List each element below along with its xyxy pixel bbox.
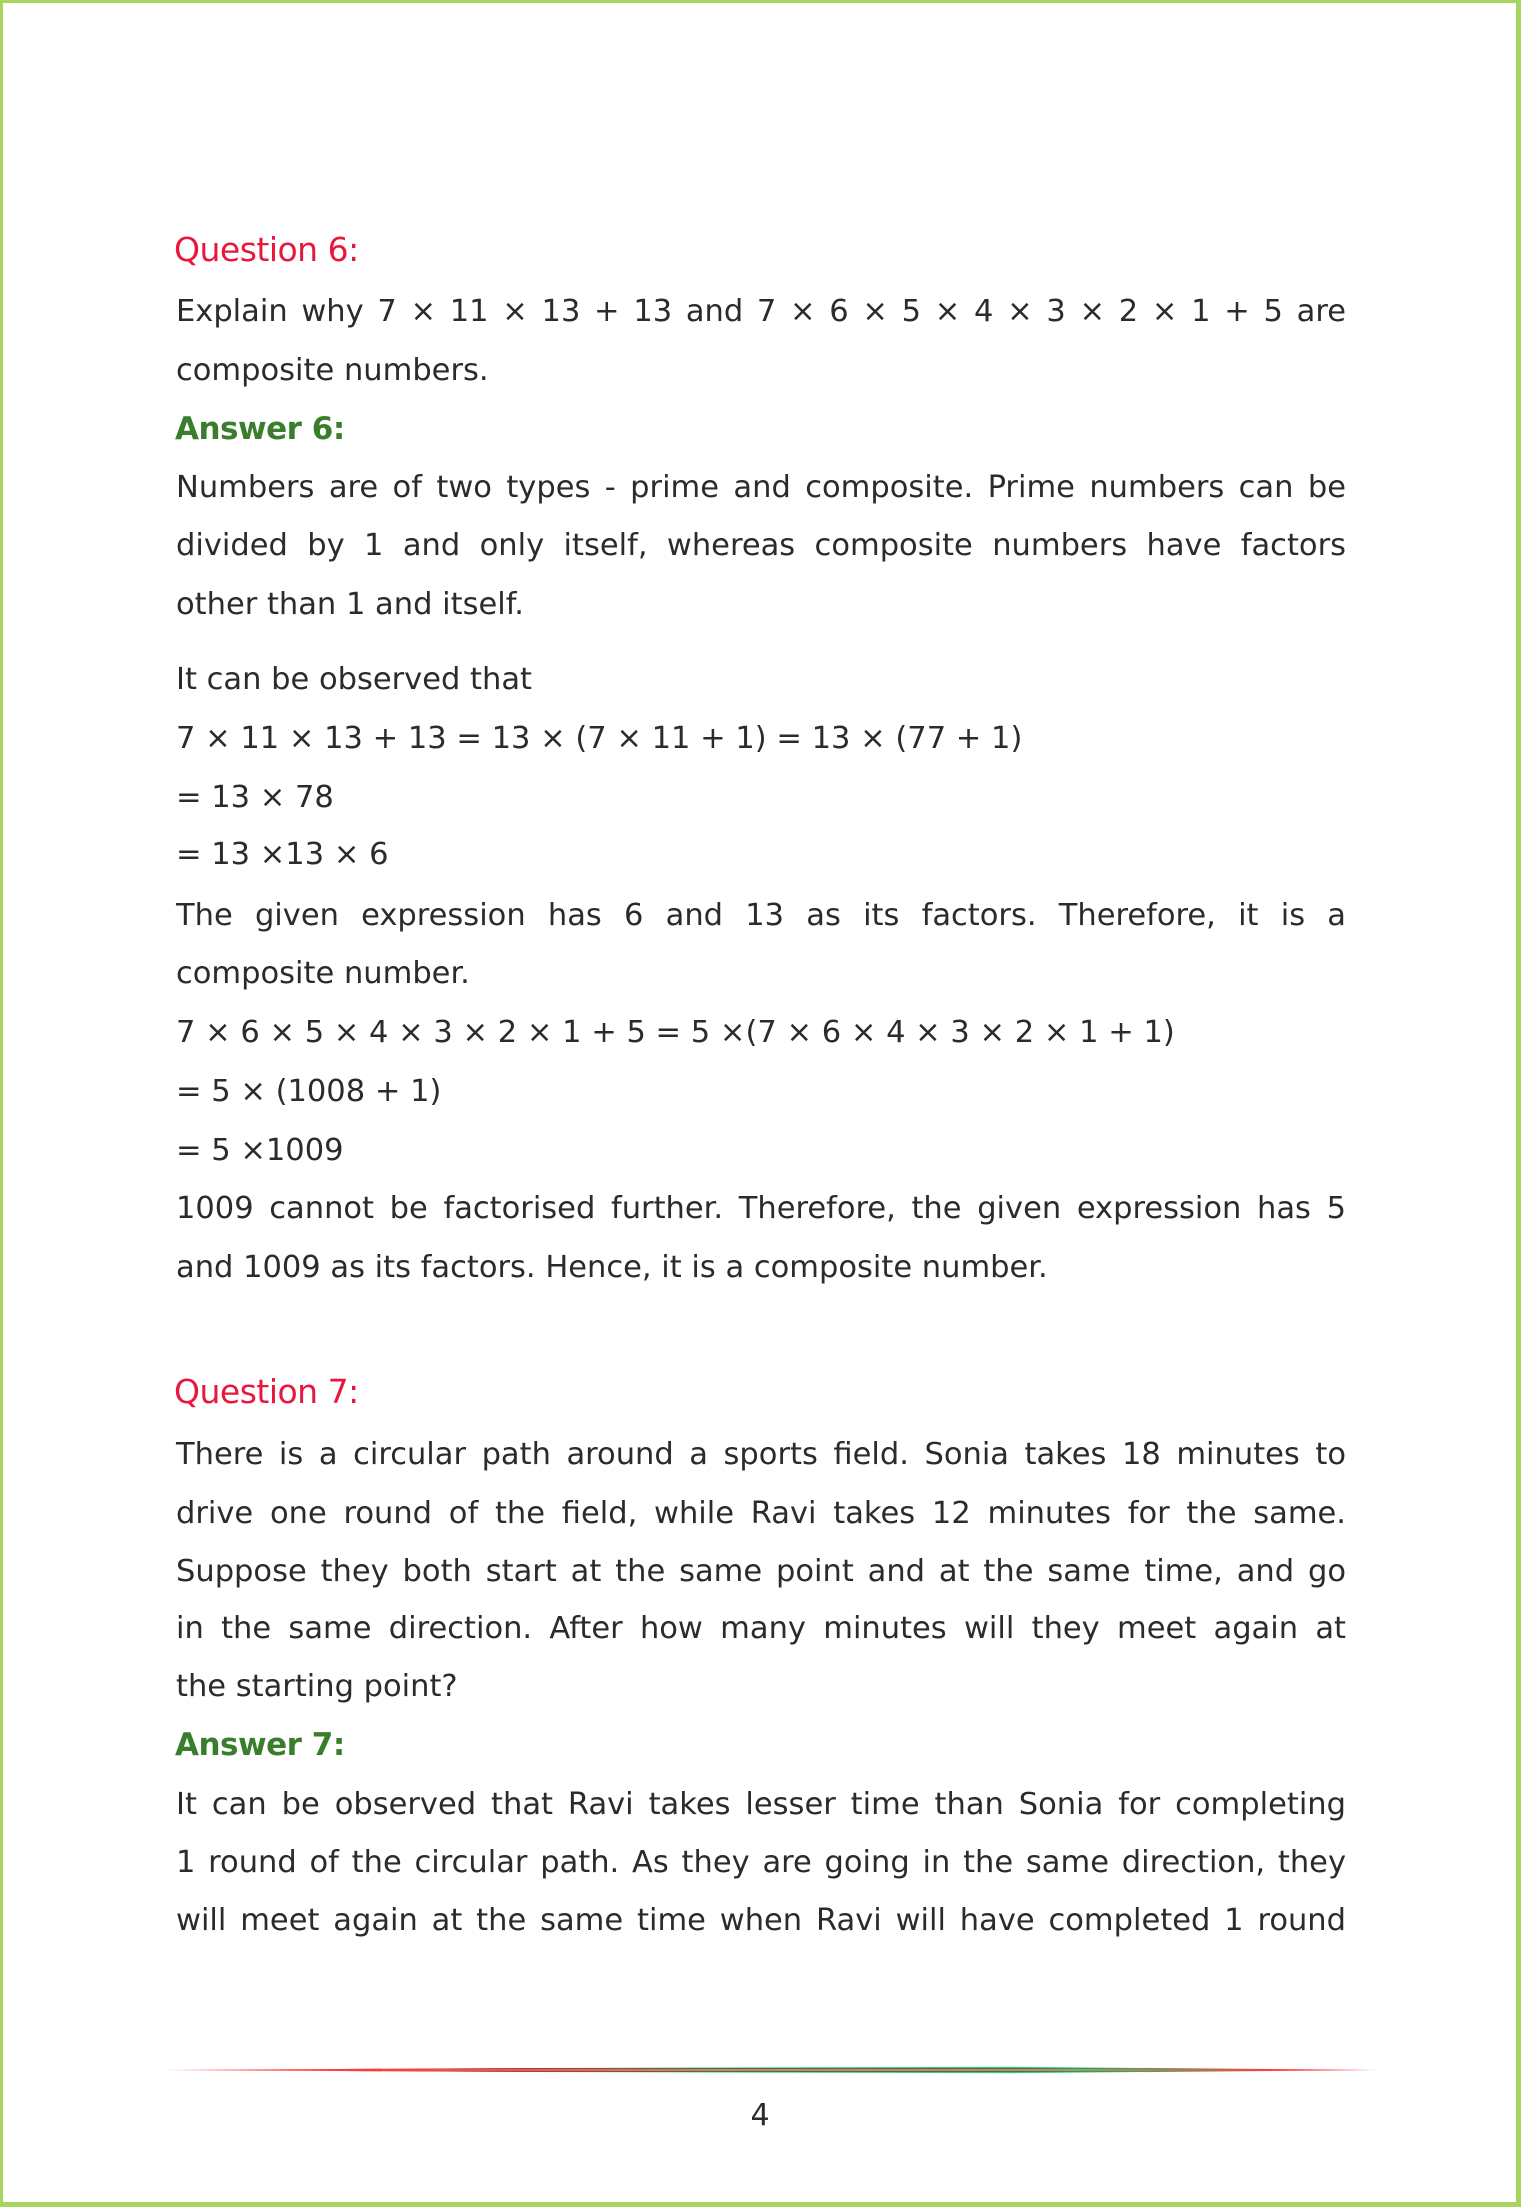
answer-6-text-line: The given expression has 6 and 13 as its factors. Therefore, it is a [176,898,1346,933]
answer-6-text-line: divided by 1 and only itself, whereas composite numbers have factors [176,528,1346,563]
answer-6-text-line: 1009 cannot be factorised further. Therefore, the given expression has 5 [176,1191,1346,1226]
answer-6-text-line: It can be observed that [176,662,532,697]
answer-7-text-line: 1 round of the circular path. As they are going in the same direction, they [176,1845,1346,1880]
question-7-text-line: the starting point? [176,1669,458,1704]
question-6-text-line: composite numbers. [176,353,489,388]
answer-6-text-line: composite number. [176,956,470,991]
answer-6-equation: = 5 ×1009 [176,1133,344,1168]
answer-6-text-line: Numbers are of two types - prime and composite. Prime numbers can be [176,470,1346,505]
question-6-text-line: Explain why 7 × 11 × 13 + 13 and 7 × 6 × 5 × 4 × 3 × 2 × 1 + 5 are [176,294,1346,329]
answer-6-equation: 7 × 6 × 5 × 4 × 3 × 2 × 1 + 5 = 5 ×(7 × 6 × 4 × 3 × 2 × 1 + 1) [176,1015,1175,1050]
question-7-text-line: Suppose they both start at the same point and at the same time, and go [176,1554,1346,1589]
question-7-text-line: in the same direction. After how many minutes will they meet again at [176,1611,1346,1646]
question-7-heading: Question 7: [174,1372,359,1411]
answer-6-text-line: and 1009 as its factors. Hence, it is a composite number. [176,1250,1048,1285]
question-7-text-line: There is a circular path around a sports field. Sonia takes 18 minutes to [176,1437,1346,1472]
answer-6-equation: = 13 × 78 [176,780,334,815]
page-number: 4 [750,2098,770,2133]
answer-7-text-line: It can be observed that Ravi takes lesser time than Sonia for completing [176,1787,1346,1822]
answer-7-heading: Answer 7: [175,1727,345,1763]
question-7-text-line: drive one round of the field, while Ravi takes 12 minutes for the same. [176,1496,1346,1531]
question-6-heading: Question 6: [174,230,359,269]
answer-6-equation: 7 × 11 × 13 + 13 = 13 × (7 × 11 + 1) = 13 × (77 + 1) [176,721,1023,756]
answer-6-equation: = 13 ×13 × 6 [176,837,389,872]
answer-6-text-line: other than 1 and itself. [176,587,524,622]
answer-6-equation: = 5 × (1008 + 1) [176,1074,442,1109]
answer-7-text-line: will meet again at the same time when Ravi will have completed 1 round [176,1903,1346,1938]
answer-6-heading: Answer 6: [175,411,345,447]
